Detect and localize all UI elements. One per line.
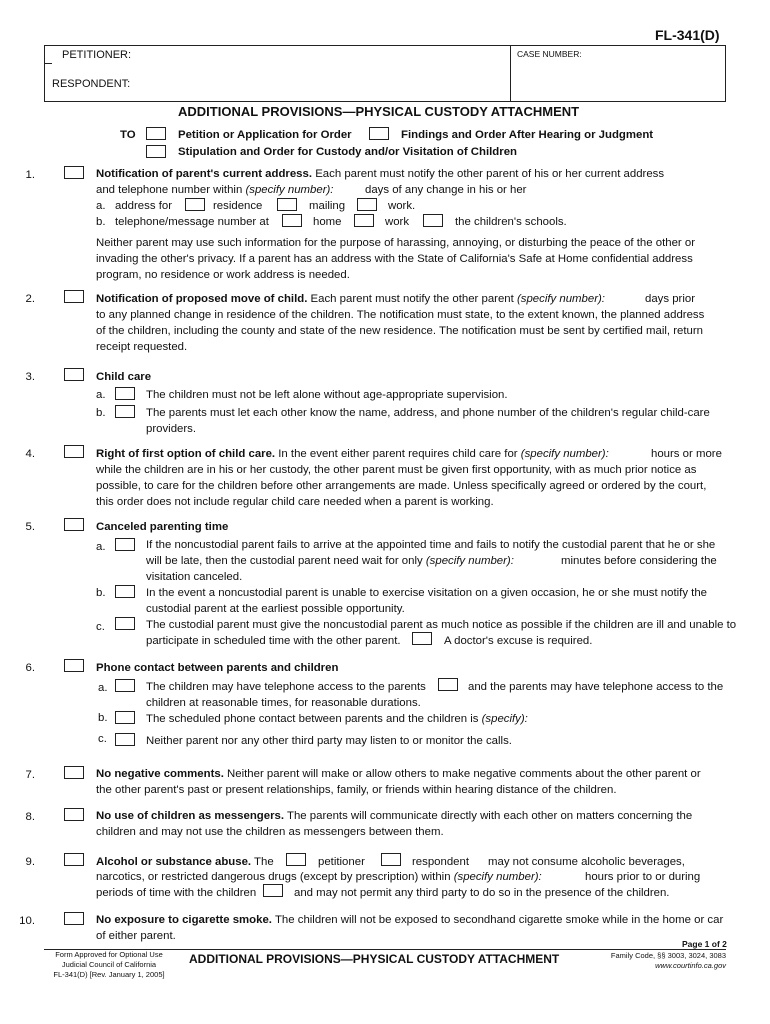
item-6a-label: a. bbox=[98, 682, 108, 694]
item-1-l2a: and telephone number within bbox=[96, 184, 246, 196]
item-7-l1: Neither parent will make or allow others to make negative comments about the other parent or bbox=[227, 768, 701, 780]
item-9-heading: Alcohol or substance abuse. bbox=[96, 856, 252, 868]
item-9-line2 bbox=[96, 870, 542, 885]
item-3-heading: Child care bbox=[96, 371, 152, 383]
caption-divider bbox=[510, 45, 511, 102]
item-9-number: 9. bbox=[25, 856, 35, 868]
item-1-mailing-checkbox[interactable] bbox=[277, 198, 297, 211]
item-6c-checkbox[interactable] bbox=[115, 733, 135, 746]
item-2-number: 2. bbox=[25, 293, 35, 305]
item-9-checkbox[interactable] bbox=[64, 853, 84, 866]
item-1-schools-label: the children's schools. bbox=[455, 216, 567, 228]
item-5a-line1: If the noncustodial parent fails to arrive at the appointed time and fails to notify the custodial parent that he or she bbox=[146, 539, 716, 551]
petitioner-label: PETITIONER: bbox=[62, 49, 132, 61]
item-1-number: 1. bbox=[25, 169, 35, 181]
item-6b-line1 bbox=[146, 712, 528, 727]
item-6b-label: b. bbox=[98, 712, 108, 724]
item-1-mailing-label: mailing bbox=[309, 200, 346, 212]
form-id: FL-341(D) bbox=[655, 27, 720, 43]
item-10-l1: The children will not be exposed to secondhand cigarette smoke while in the home or car bbox=[274, 914, 724, 926]
to-findings-checkbox[interactable] bbox=[369, 127, 389, 140]
item-3b-text2: providers. bbox=[146, 423, 197, 435]
item-2-line3: of the children, including the county and state of the new residence. The notification must be sent by certified mail, return bbox=[96, 325, 704, 337]
item-9-line3b: and may not permit any third party to do so in the presence of the children. bbox=[294, 887, 670, 899]
item-8-line1 bbox=[96, 809, 692, 824]
item-4-l1i: (specify number): bbox=[520, 448, 609, 460]
page-number: Page 1 of 2 bbox=[682, 939, 727, 949]
item-7-number: 7. bbox=[25, 769, 35, 781]
item-6b-checkbox[interactable] bbox=[115, 711, 135, 724]
item-8-l1: The parents will communicate directly with each other on matters concerning the bbox=[286, 810, 693, 822]
item-3a-label: a. bbox=[96, 389, 106, 401]
item-1-line2 bbox=[96, 183, 333, 198]
item-5a-minutes-text: minutes before considering the bbox=[561, 555, 717, 567]
item-1-checkbox[interactable] bbox=[64, 166, 84, 179]
item-5-number: 5. bbox=[25, 521, 35, 533]
item-7-checkbox[interactable] bbox=[64, 766, 84, 779]
item-6c-line1: Neither parent nor any other third party may listen to or monitor the calls. bbox=[146, 735, 512, 747]
item-1-line1 bbox=[96, 167, 664, 182]
item-5-checkbox[interactable] bbox=[64, 518, 84, 531]
item-1a-label: a. bbox=[96, 200, 106, 212]
item-4-number: 4. bbox=[25, 448, 35, 460]
item-9-hours-text: hours prior to or during bbox=[585, 871, 701, 883]
item-5c-checkbox[interactable] bbox=[115, 617, 135, 630]
item-4-heading: Right of first option of child care. bbox=[96, 448, 276, 460]
item-10-checkbox[interactable] bbox=[64, 912, 84, 925]
item-6-checkbox[interactable] bbox=[64, 659, 84, 672]
footer-left-line3: FL-341(D) [Rev. January 1, 2005] bbox=[53, 970, 165, 979]
item-6a-checkbox[interactable] bbox=[115, 679, 135, 692]
item-10-line2: of either parent. bbox=[96, 930, 176, 942]
page-title: ADDITIONAL PROVISIONS—PHYSICAL CUSTODY ATTACHMENT bbox=[178, 104, 580, 119]
item-4-checkbox[interactable] bbox=[64, 445, 84, 458]
item-5a-checkbox[interactable] bbox=[115, 538, 135, 551]
item-9-line1c: may not consume alcoholic beverages, bbox=[488, 856, 685, 868]
item-9-respondent-checkbox[interactable] bbox=[381, 853, 401, 866]
item-6a-line1a: The children may have telephone access to the parents bbox=[146, 681, 426, 693]
item-4-line3: possible, to care for the children before other arrangements are made. Unless specifically agreed or ordered by the court, bbox=[96, 480, 707, 492]
item-1-residence-checkbox[interactable] bbox=[185, 198, 205, 211]
item-1-schools-checkbox[interactable] bbox=[423, 214, 443, 227]
item-5b-line1: In the event a noncustodial parent is unable to exercise visitation on a given occasion, he or she must notify the bbox=[146, 587, 708, 599]
item-4-line4: this order does not include regular child care needed when a parent is working. bbox=[96, 496, 494, 508]
item-1-l2i: (specify number): bbox=[245, 184, 334, 196]
item-7-line2: the other parent's past or present relationships, family, or friends within hearing distance of the children. bbox=[96, 784, 617, 796]
item-2-l1i: (specify number): bbox=[516, 293, 605, 305]
item-5a-l2i: (specify number): bbox=[425, 555, 514, 567]
item-10-line1 bbox=[96, 913, 723, 928]
item-3-checkbox[interactable] bbox=[64, 368, 84, 381]
item-9-line3a: periods of time with the children bbox=[96, 887, 257, 899]
item-2-line4: receipt requested. bbox=[96, 341, 188, 353]
item-1-work2-label: work bbox=[385, 216, 410, 228]
item-9-respondent-label: respondent bbox=[412, 856, 469, 868]
item-8-heading: No use of children as messengers. bbox=[96, 810, 285, 822]
item-8-checkbox[interactable] bbox=[64, 808, 84, 821]
item-4-line2: while the children are in his or her custody, the other parent must be given first opportunity, with as much prior notice as bbox=[96, 464, 697, 476]
item-5b-label: b. bbox=[96, 587, 106, 599]
item-5a-l2a: will be late, then the custodial parent need wait for only bbox=[146, 555, 426, 567]
item-6b-l1i: (specify): bbox=[481, 713, 528, 725]
item-5a-line2 bbox=[146, 554, 514, 569]
item-1-work-label: work. bbox=[388, 200, 416, 212]
item-6b-l1a: The scheduled phone contact between parents and the children is bbox=[146, 713, 482, 725]
item-1a-text: address for bbox=[115, 200, 172, 212]
footer-right-line1: Family Code, §§ 3003, 3024, 3083 bbox=[610, 951, 726, 960]
item-3a-text: The children must not be left alone without age-appropriate supervision. bbox=[146, 389, 508, 401]
item-3b-checkbox[interactable] bbox=[115, 405, 135, 418]
item-5c-line2b: A doctor's excuse is required. bbox=[444, 635, 593, 647]
item-2-checkbox[interactable] bbox=[64, 290, 84, 303]
to-stipulation-label: Stipulation and Order for Custody and/or Visitation of Children bbox=[178, 146, 517, 158]
item-5-heading: Canceled parenting time bbox=[96, 521, 229, 533]
to-petition-checkbox[interactable] bbox=[146, 127, 166, 140]
item-8-line2: children and may not use the children as messengers between them. bbox=[96, 826, 444, 838]
item-5a-line3: visitation canceled. bbox=[146, 571, 243, 583]
caption-tick bbox=[44, 63, 52, 64]
item-7-line1 bbox=[96, 767, 701, 782]
item-1-home-checkbox[interactable] bbox=[282, 214, 302, 227]
item-9-petitioner-label: petitioner bbox=[318, 856, 365, 868]
item-9-petitioner-checkbox[interactable] bbox=[286, 853, 306, 866]
item-2-line1 bbox=[96, 292, 605, 307]
item-6c-label: c. bbox=[98, 733, 107, 745]
to-label: TO bbox=[120, 129, 136, 141]
item-1-days-text: days of any change in his or her bbox=[365, 184, 527, 196]
item-1b-text: telephone/message number at bbox=[115, 216, 269, 228]
item-1b-label: b. bbox=[96, 216, 106, 228]
item-9-the: The bbox=[254, 856, 274, 868]
item-3b-label: b. bbox=[96, 407, 106, 419]
item-1-para-line2: invading the other's privacy. If a parent has an address with the State of California's Safe at Home confidential address bbox=[96, 253, 693, 265]
footer-title: ADDITIONAL PROVISIONS—PHYSICAL CUSTODY ATTACHMENT bbox=[189, 952, 560, 966]
case-number-label: CASE NUMBER: bbox=[517, 49, 582, 59]
item-3b-text1: The parents must let each other know the name, address, and phone number of the children's regular child-care bbox=[146, 407, 710, 419]
item-1-work-checkbox[interactable] bbox=[357, 198, 377, 211]
item-7-heading: No negative comments. bbox=[96, 768, 224, 780]
respondent-label: RESPONDENT: bbox=[52, 78, 131, 90]
item-4-line1 bbox=[96, 447, 609, 462]
item-1-home-label: home bbox=[313, 216, 342, 228]
item-5b-checkbox[interactable] bbox=[115, 585, 135, 598]
item-3a-checkbox[interactable] bbox=[115, 387, 135, 400]
item-5c-doctor-checkbox[interactable] bbox=[412, 632, 432, 645]
item-1-para-line3: program, no residence or work address is needed. bbox=[96, 269, 350, 281]
item-3-number: 3. bbox=[25, 371, 35, 383]
caption-box bbox=[44, 45, 726, 102]
item-8-number: 8. bbox=[25, 811, 35, 823]
item-5b-line2: custodial parent at the earliest possible opportunity. bbox=[146, 603, 405, 615]
item-10-heading: No exposure to cigarette smoke. bbox=[96, 914, 272, 926]
footer-left bbox=[44, 950, 174, 980]
item-6a-line1b: and the parents may have telephone access to the bbox=[468, 681, 724, 693]
item-6-heading: Phone contact between parents and children bbox=[96, 662, 339, 674]
footer-left-line2: Judicial Council of California bbox=[61, 960, 157, 969]
item-9-l2a: narcotics, or restricted dangerous drugs (except by prescription) within bbox=[96, 871, 454, 883]
item-4-l1a: In the event either parent requires child care for bbox=[278, 448, 521, 460]
footer-right bbox=[590, 951, 726, 971]
item-4-hours-text: hours or more bbox=[651, 448, 722, 460]
item-2-heading: Notification of proposed move of child. bbox=[96, 293, 308, 305]
item-1-work2-checkbox[interactable] bbox=[354, 214, 374, 227]
item-1-text: Each parent must notify the other parent of his or her current address bbox=[315, 168, 665, 180]
item-2-line2: to any planned change in residence of the children. The notification must state, to the extent known, the planned address bbox=[96, 309, 705, 321]
to-stipulation-checkbox[interactable] bbox=[146, 145, 166, 158]
footer-url: www.courtinfo.ca.gov bbox=[655, 961, 726, 970]
to-findings-label: Findings and Order After Hearing or Judgment bbox=[401, 129, 654, 141]
item-9-children-checkbox[interactable] bbox=[263, 884, 283, 897]
item-5c-label: c. bbox=[96, 621, 105, 633]
item-6-number: 6. bbox=[25, 662, 35, 674]
item-9-l2i: (specify number): bbox=[453, 871, 542, 883]
item-1-residence-label: residence bbox=[213, 200, 263, 212]
item-5a-label: a. bbox=[96, 541, 106, 553]
item-1-para-line1: Neither parent may use such information for the purpose of harassing, annoying, or disturbing the peace of the other or bbox=[96, 237, 695, 249]
item-6a-line2: children at reasonable times, for reasonable durations. bbox=[146, 697, 421, 709]
item-5c-line2a: participate in scheduled time with the other parent. bbox=[146, 635, 401, 647]
item-5c-line1: The custodial parent must give the noncustodial parent as much notice as possible if the children are ill and unable to bbox=[146, 619, 737, 631]
item-6a-parents-checkbox[interactable] bbox=[438, 678, 458, 691]
item-1-heading: Notification of parent's current address. bbox=[96, 168, 313, 180]
to-petition-label: Petition or Application for Order bbox=[178, 129, 352, 141]
item-2-l1a: Each parent must notify the other parent bbox=[310, 293, 517, 305]
item-2-days-prior: days prior bbox=[645, 293, 696, 305]
footer-left-line1: Form Approved for Optional Use bbox=[55, 950, 163, 959]
item-9-line1a bbox=[96, 855, 274, 870]
item-10-number: 10. bbox=[19, 915, 35, 927]
